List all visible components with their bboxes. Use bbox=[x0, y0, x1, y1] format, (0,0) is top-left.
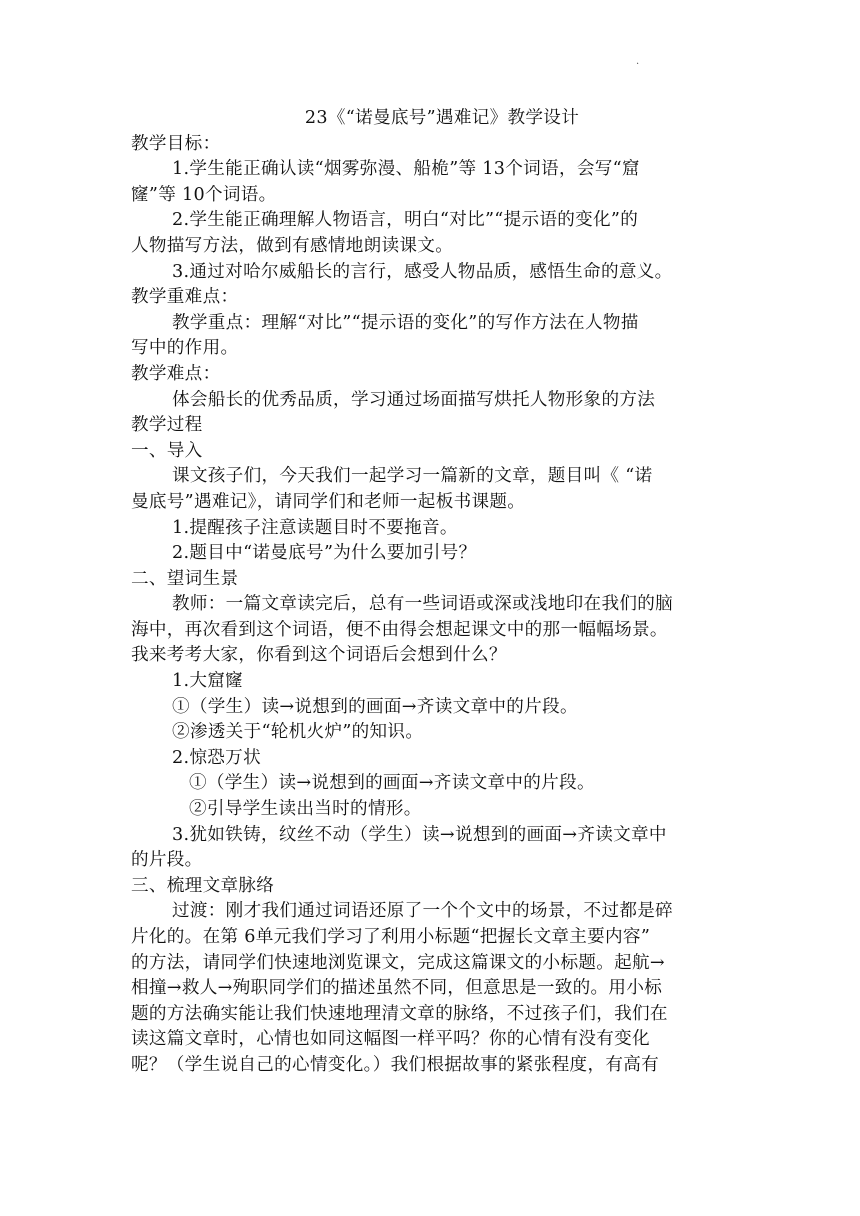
text-line: 课文孩子们，今天我们一起学习一篇新的文章，题目叫《 “诺 bbox=[172, 466, 653, 487]
text-line: 2.题目中“诺曼底号”为什么要加引号？ bbox=[172, 543, 477, 564]
text-line: ①（学生）读→说想到的画面→齐读文章中的片段。 bbox=[172, 696, 578, 717]
text-line: 写中的作用。 bbox=[131, 338, 239, 359]
text-line: 三、梳理文章脉络 bbox=[131, 875, 275, 896]
text-line: 教师：一篇文章读完后，总有一些词语或深或浅地印在我们的脑 bbox=[172, 594, 674, 615]
text-line: 1.提醒孩子注意读题目时不要拖音。 bbox=[172, 517, 458, 538]
text-line: 教学难点： bbox=[131, 363, 221, 384]
text-line: ②引导学生读出当时的情形。 bbox=[189, 799, 422, 820]
text-line: 呢？（学生说自己的心情变化。）我们根据故事的紧张程度，有高有 bbox=[131, 1054, 660, 1075]
text-line: 题的方法确实能让我们快速地理清文章的脉络，不过孩子们，我们在 bbox=[131, 1003, 668, 1024]
text-line: ②渗透关于“轮机火炉”的知识。 bbox=[172, 722, 424, 743]
text-line: ①（学生）读→说想到的画面→齐读文章中的片段。 bbox=[189, 773, 595, 794]
text-line: 1.大窟窿 bbox=[172, 671, 244, 692]
corner-mark: . bbox=[636, 56, 640, 67]
text-line: 窿”等 10个词语。 bbox=[131, 184, 277, 205]
text-line: 曼底号”遇难记》，请同学们和老师一起板书课题。 bbox=[131, 491, 526, 512]
text-line: 过渡：刚才我们通过词语还原了一个个文中的场景，不过都是碎 bbox=[172, 901, 674, 922]
text-line: 海中，再次看到这个词语，便不由得会想起课文中的那一幅幅场景。 bbox=[131, 619, 668, 640]
text-line: 的片段。 bbox=[131, 850, 203, 871]
text-line: 体会船长的优秀品质，学习通过场面描写烘托人物形象的方法 bbox=[172, 389, 656, 410]
text-line: 2.学生能正确理解人物语言，明白“对比”“提示语的变化”的 bbox=[172, 210, 639, 231]
text-line: 2.惊恐万状 bbox=[172, 747, 261, 768]
text-line: 的方法，请同学们快速地浏览课文，完成这篇课文的小标题。起航→ bbox=[131, 952, 665, 973]
text-line: 3.通过对哈尔威船长的言行，感受人物品质，感悟生命的意义。 bbox=[172, 261, 673, 282]
text-line: 我来考考大家，你看到这个词语后会想到什么？ bbox=[131, 645, 507, 666]
text-line: 一、导入 bbox=[131, 440, 203, 461]
text-line: 教学重点：理解“对比”“提示语的变化”的写作方法在人物描 bbox=[172, 312, 639, 333]
text-line: 二、望词生景 bbox=[131, 568, 239, 589]
text-line: 教学重难点： bbox=[131, 287, 239, 308]
text-line: 人物描写方法，做到有感情地朗读课文。 bbox=[131, 235, 454, 256]
text-line: 3.犹如铁铸，纹丝不动（学生）读→说想到的画面→齐读文章中 bbox=[172, 824, 667, 845]
text-line: 片化的。在第 6单元我们学习了利用小标题“把握长文章主要内容” bbox=[131, 927, 651, 947]
document-body bbox=[131, 106, 731, 1079]
document-title: 23《“诺曼底号”遇难记》教学设计 bbox=[304, 108, 580, 128]
text-line: 教学过程 bbox=[131, 415, 203, 436]
text-line: 教学目标： bbox=[131, 133, 221, 154]
text-line: 相撞→救人→殉职同学们的描述虽然不同，但意思是一致的。用小标 bbox=[131, 978, 663, 999]
text-line: 读这篇文章时，心情也如同这幅图一样平吗？你的心情有没有变化 bbox=[131, 1029, 650, 1050]
text-line: 1.学生能正确认读“烟雾弥漫、船桅”等 13个词语，会写“窟 bbox=[172, 159, 640, 180]
